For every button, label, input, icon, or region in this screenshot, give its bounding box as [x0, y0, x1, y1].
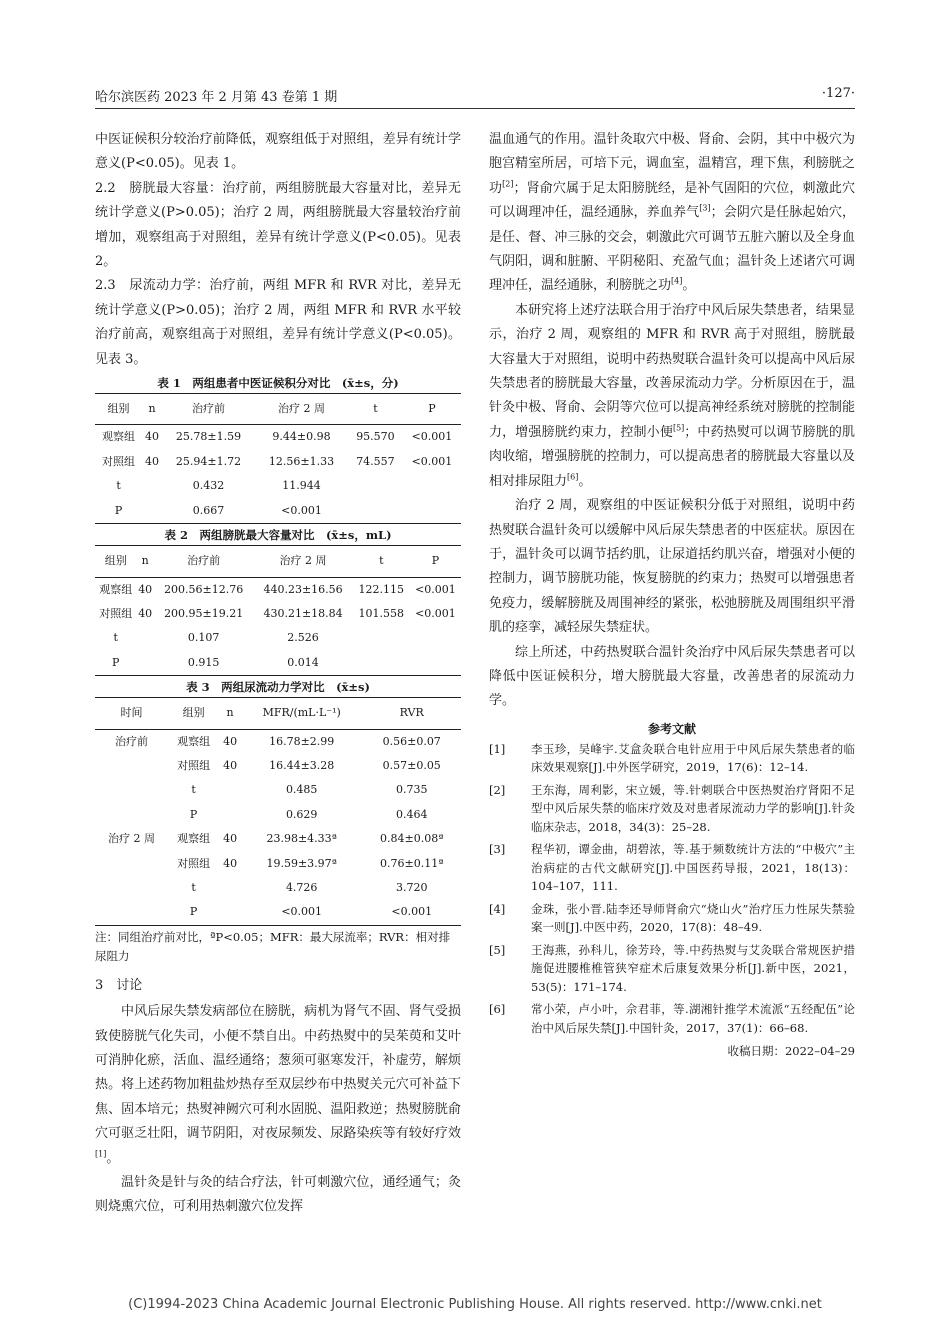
- results-para-1: 中医证候积分较治疗前降低，观察组低于对照组，差异有统计学意义(P<0.05)。见表 1。: [95, 132, 461, 172]
- table-cell: P: [189, 807, 198, 821]
- table-cell: 0.84±0.08ª: [380, 832, 444, 846]
- table3-header: 时间: [95, 698, 168, 729]
- table-cell: 122.115: [358, 582, 405, 596]
- table-row: [95, 602, 461, 626]
- table-cell: 40: [223, 734, 238, 748]
- discussion-para-2: 温针灸是针与灸的结合疗法，针可刺激穴位，通经通气；灸则烧熏穴位，可利用热刺激穴位发挥: [95, 1175, 461, 1215]
- table-cell: 0.464: [395, 807, 428, 821]
- table-cell: [410, 651, 461, 676]
- table-cell: [410, 626, 461, 650]
- table-cell: 观察组: [99, 582, 133, 596]
- table-cell: 0.485: [285, 783, 318, 797]
- reference-item: [489, 740, 855, 777]
- table-row: [95, 778, 461, 802]
- citation: [3]: [699, 203, 711, 213]
- table-cell: 治疗 2 周: [107, 832, 155, 846]
- table-cell: 对照组: [177, 856, 211, 870]
- table-cell: 19.59±3.97ª: [266, 856, 337, 870]
- table3-header: n: [219, 698, 241, 729]
- table-cell: 观察组: [177, 832, 211, 846]
- reference-item: [489, 941, 855, 997]
- table-cell: <0.001: [415, 606, 456, 620]
- table-cell: 0.107: [187, 631, 220, 645]
- citation: [1]: [95, 1149, 107, 1159]
- table3-header: RVR: [362, 698, 461, 729]
- table-cell: 9.44±0.98: [272, 430, 331, 444]
- table2-header: t: [353, 546, 410, 577]
- left-column: [95, 128, 461, 1220]
- table-cell: [219, 803, 241, 827]
- table-cell: 0.57±0.05: [382, 758, 441, 772]
- table1: [95, 393, 461, 524]
- table2-header: 组别: [95, 546, 136, 577]
- reference-item: [489, 840, 855, 896]
- table1-caption: 表 1 两组患者中医证候积分对比 (x̄±s，分): [157, 376, 399, 391]
- reference-number: [2]: [489, 782, 506, 797]
- table-cell: [136, 651, 154, 676]
- table-row: [95, 900, 461, 925]
- header-rule: [95, 108, 855, 109]
- table-cell: <0.001: [411, 454, 453, 468]
- table-cell: 2.526: [287, 631, 319, 645]
- table3: [95, 697, 461, 926]
- table-cell: 0.667: [162, 499, 255, 524]
- table-cell: 430.21±18.84: [263, 606, 343, 620]
- table-cell: 40: [145, 430, 160, 444]
- table-cell: [353, 626, 410, 650]
- table-cell: [95, 900, 168, 925]
- citation: [2]: [502, 179, 514, 189]
- section-3-heading: 3 讨论: [95, 977, 143, 993]
- table-row: [95, 852, 461, 876]
- table-cell: [136, 626, 154, 650]
- reference-text: 程华初，谭金曲，胡碧浓，等.基于频数统计方法的“中极穴”主治病症的古代文献研究[J].中国医药导报，2021，18(13)：104–107，111.: [531, 842, 855, 894]
- table-cell: t: [113, 631, 118, 645]
- table-cell: [95, 852, 168, 876]
- table-cell: <0.001: [255, 499, 348, 524]
- table-row: [95, 499, 461, 524]
- table-cell: [219, 900, 241, 925]
- reference-item: [489, 781, 855, 837]
- table-cell: 16.78±2.99: [269, 734, 335, 748]
- table-cell: 治疗前: [114, 734, 148, 748]
- table-cell: 40: [223, 832, 238, 846]
- reference-number: [4]: [489, 901, 506, 916]
- table-cell: 对照组: [177, 758, 211, 772]
- reference-text: 王海燕，孙科儿，徐芳玲，等.中药热熨与艾灸联合常规医护措施促进腰椎椎管狭窄症术后康复效果分析[J].新中医，2021，53(5)：171–174.: [531, 942, 855, 994]
- table-row: [95, 729, 461, 754]
- table-cell: 观察组: [102, 430, 136, 444]
- table-cell: 200.56±12.76: [164, 582, 244, 596]
- table-cell: 40: [138, 606, 153, 620]
- reference-number: [6]: [489, 1002, 506, 1017]
- table2-header: P: [410, 546, 461, 577]
- copyright-footer: (C)1994-2023 China Academic Journal Electronic Publishing House. All rights reserved. http://www.cnki.net: [128, 1297, 822, 1312]
- citation: [4]: [671, 277, 683, 287]
- table-cell: [95, 803, 168, 827]
- reference-text: 常小荣，卢小叶，佘君菲，等.湖湘针推学术流派“五经配伍”论治中风后尿失禁[J].中国针灸，2017，37(1)：66–68.: [531, 1002, 855, 1035]
- right-column: [489, 128, 855, 1061]
- table-cell: t: [191, 880, 196, 894]
- table2-header: 治疗 2 周: [253, 546, 352, 577]
- table-cell: 40: [145, 454, 160, 468]
- table3-header: MFR/(mL·L⁻¹): [241, 698, 362, 729]
- table-cell: 12.56±1.33: [268, 454, 335, 468]
- table3-header: 组别: [168, 698, 219, 729]
- table-cell: 200.95±19.21: [164, 606, 244, 620]
- table-cell: 25.94±1.72: [175, 454, 242, 468]
- table-cell: [403, 499, 461, 524]
- discussion-para-4: 本研究将上述疗法联合用于治疗中风后尿失禁患者，结果显示，治疗 2 周，观察组的 MFR 和 RVR 高于对照组，膀胱最大容量大于对照组，说明中药热熨联合温针灸可以提高中风后尿失禁患者的膀胱最大容量，改善尿流动力学。分析原因在于，温针灸中极、肾俞、会阴等穴位可以提高神经系统对膀胱的控制能力，增强膀胱约束力，控制小便[5]；中药热熨可以调节膀胱的肌肉收缩，增强膀胱的控制力，可以提高患者的膀胱最大容量以及相对排尿阻力[6]。: [489, 302, 855, 489]
- reference-number: [1]: [489, 741, 506, 756]
- table-cell: [348, 474, 403, 498]
- table-cell: 440.23±16.56: [263, 582, 343, 596]
- discussion-para-1: 中风后尿失禁发病部位在膀胱，病机为肾气不固、肾气受损致使膀胱气化失司，小便不禁自出。中药热熨中的吴茱萸和艾叶可消肿化瘀，活血、温经通络；葱须可驱寒发汗，补虚劳，解烦热。将上述药物加粗盐炒热存至双层纱布中热熨关元穴可补益下焦、固本培元；热熨神阙穴可利水固脱、温阳救逆；热熨膀胱俞穴可驱乏壮阳，调节阴阳，对夜尿频发、尿路染疾等有较好疗效[1]。: [95, 1004, 461, 1166]
- table-cell: 25.78±1.59: [175, 430, 242, 444]
- page-number: ·127·: [821, 86, 855, 101]
- table1-header: 组别: [95, 394, 142, 425]
- reference-number: [5]: [489, 942, 506, 957]
- table-cell: 11.944: [282, 479, 321, 493]
- table-cell: [95, 876, 168, 900]
- table-row: [95, 803, 461, 827]
- table-cell: 0.014: [253, 651, 352, 676]
- table3-note: 注：同组治疗前对比，ªP<0.05；MFR：最大尿流率；RVR：相对排尿阻力: [95, 929, 451, 963]
- table-cell: t: [116, 479, 121, 493]
- table3-caption: 表 3 两组尿流动力学对比 (x̄±s): [186, 680, 370, 695]
- table-cell: [142, 474, 162, 498]
- table-cell: 16.44±3.28: [269, 758, 335, 772]
- citation: [6]: [567, 472, 579, 482]
- results-2-3: 2.3 尿流动力学：治疗前，两组 MFR 和 RVR 对比，差异无统计学意义(P>0.05)；治疗 2 周，两组 MFR 和 RVR 水平较治疗前高，观察组高于对照组，差异有统计学意义(P<0.05)。见表 3。: [95, 278, 461, 367]
- table-cell: 95.570: [356, 430, 395, 444]
- table-cell: P: [168, 900, 219, 925]
- table-cell: 40: [223, 856, 238, 870]
- table2: [95, 545, 461, 676]
- table-cell: 23.98±4.33ª: [266, 832, 337, 846]
- table-cell: [95, 754, 168, 778]
- table1-header: t: [348, 394, 403, 425]
- table-row: [95, 754, 461, 778]
- reference-text: 金珠，张小晋.陆李还导师肾俞穴“烧山火”治疗压力性尿失禁验案一则[J].中医中药，2020，17(8)：48–49.: [531, 901, 855, 935]
- table-row: [95, 827, 461, 851]
- table-cell: [348, 499, 403, 524]
- table-cell: [403, 474, 461, 498]
- table-cell: <0.001: [241, 900, 362, 925]
- table1-header: P: [403, 394, 461, 425]
- table2-header: 治疗前: [154, 546, 253, 577]
- table-cell: <0.001: [362, 900, 461, 925]
- table-row: [95, 425, 461, 450]
- reference-item: [489, 900, 855, 937]
- discussion-para-3: 温血通气的作用。温针灸取穴中极、肾俞、会阴，其中中极穴为胞宫精室所居，可培下元，调血室，温精宫，理下焦，利膀胱之功[2]；肾俞穴属于足太阳膀胱经，是补气固阳的穴位，刺激此穴可以调理冲任，温经通脉，养血养气[3]；会阴穴是任脉起始穴，是任、督、冲三脉的交会，刺激此穴可调节五脏六腑以及全身血气阴阳，调和脏腑、平阴秘阳、充盈气血；温针灸上述诸穴可调理冲任，温经通脉，利膀胱之功[4]。: [489, 132, 855, 294]
- table-cell: 0.76±0.11ª: [380, 856, 444, 870]
- table-row: [95, 651, 461, 676]
- table1-header: n: [142, 394, 162, 425]
- table-cell: <0.001: [415, 582, 456, 596]
- table-cell: 3.720: [395, 880, 428, 894]
- table-row: [95, 450, 461, 474]
- conclusion-para: 综上所述，中药热熨联合温针灸治疗中风后尿失禁患者可以降低中医证候积分，增大膀胱最大容量，改善患者的尿流动力学。: [489, 644, 855, 709]
- table-row: [95, 876, 461, 900]
- discussion-para-5: 治疗 2 周，观察组的中医证候积分低于对照组，说明中药热熨联合温针灸可以缓解中风后尿失禁患者的中医症状。原因在于，温针灸可以调节括约肌，让尿道括约肌兴奋，增强对小便的控制力，调节膀胱功能，恢复膀胱的约束力；热熨可以增强患者免疫力，缓解膀胱及周围神经的紧张，松弛膀胱及周围组织平滑肌的痉挛，减轻尿失禁症状。: [489, 498, 855, 636]
- table-cell: 0.735: [395, 783, 428, 797]
- table-cell: 对照组: [102, 454, 136, 468]
- table-row: [95, 577, 461, 602]
- table-cell: 4.726: [285, 880, 318, 894]
- received-date: 收稿日期：2022–04–29: [727, 1044, 855, 1059]
- table-cell: 40: [223, 758, 238, 772]
- citation: [5]: [672, 423, 685, 433]
- journal-header: 哈尔滨医药 2023 年 2 月第 43 卷第 1 期: [95, 90, 338, 105]
- table-cell: P: [95, 499, 142, 524]
- table2-header: n: [136, 546, 154, 577]
- table-cell: <0.001: [411, 430, 453, 444]
- reference-number: [3]: [489, 842, 506, 857]
- reference-text: 李玉珍，吴峰宇.艾盒灸联合电针应用于中风后尿失禁患者的临床效果观察[J].中外医学研究，2019，17(6)：12–14.: [531, 741, 855, 775]
- table2-caption: 表 2 两组膀胱最大容量对比 (x̄±s，mL): [164, 528, 392, 543]
- table-row: [95, 626, 461, 650]
- results-2-2: 2.2 膀胱最大容量：治疗前，两组膀胱最大容量对比，差异无统计学意义(P>0.05)；治疗 2 周，两组膀胱最大容量较治疗前增加，观察组高于对照组，差异有统计学意义(P<0.05)。见表 2。: [95, 180, 461, 270]
- table-cell: 74.557: [356, 454, 395, 468]
- table-cell: 观察组: [177, 734, 211, 748]
- table-cell: 40: [138, 582, 153, 596]
- table-cell: [95, 778, 168, 802]
- table-cell: t: [191, 783, 196, 797]
- table1-header: 治疗 2 周: [255, 394, 348, 425]
- table-cell: [219, 876, 241, 900]
- table1-header: 治疗前: [162, 394, 255, 425]
- table-cell: 101.558: [358, 606, 405, 620]
- references-heading: 参考文献: [647, 721, 696, 736]
- table-cell: [142, 499, 162, 524]
- table-cell: [353, 651, 410, 676]
- table-cell: 对照组: [99, 606, 133, 620]
- table-cell: P: [95, 651, 136, 676]
- table-row: [95, 474, 461, 498]
- table-cell: 0.432: [192, 479, 225, 493]
- reference-text: 王东海，周利影，宋立媛，等.针刺联合中医热熨治疗肾阳不足型中风后尿失禁的临床疗效及对患者尿流动力学的影响[J].针灸临床杂志，2018，34(3)：25–28.: [531, 782, 855, 834]
- reference-item: [489, 1000, 855, 1037]
- table-cell: 0.56±0.07: [382, 734, 441, 748]
- table-cell: 0.915: [154, 651, 253, 676]
- table-cell: 0.629: [285, 807, 318, 821]
- table-cell: [219, 778, 241, 802]
- references-list: [489, 740, 855, 1038]
